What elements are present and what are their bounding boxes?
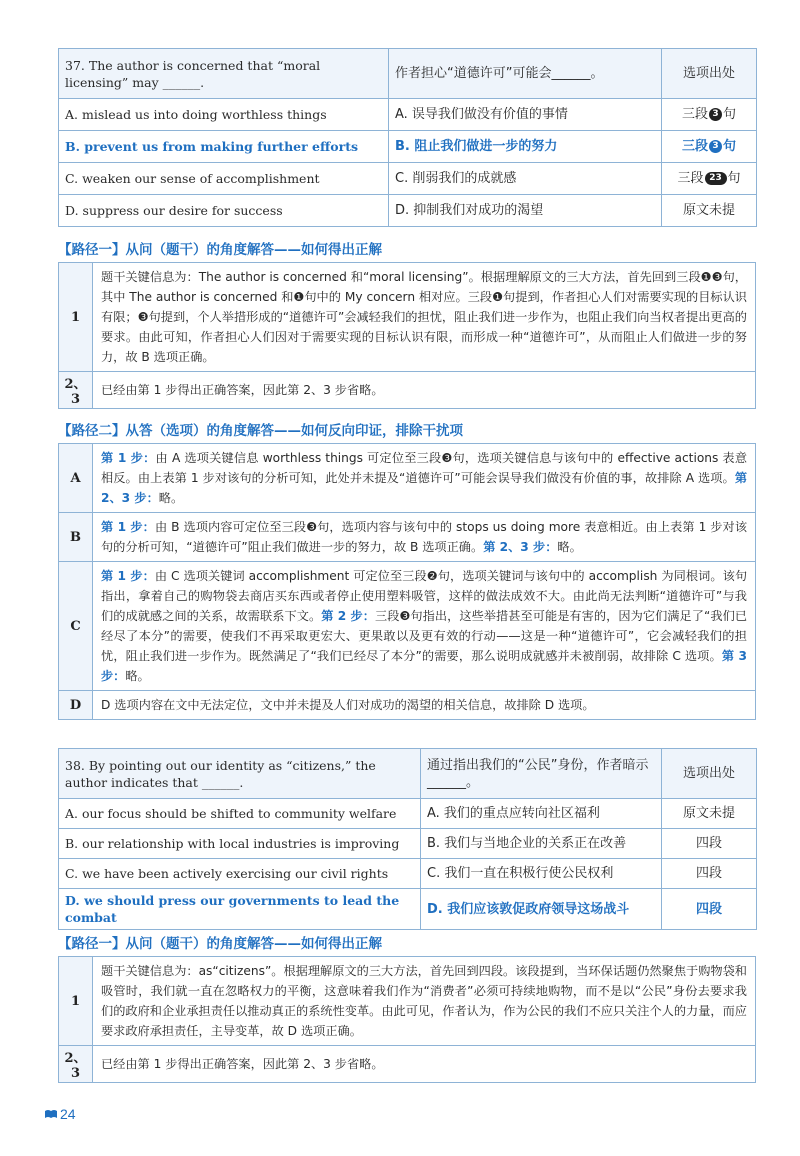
q37-question-zh: 作者担心“道德许可”可能会______。	[389, 49, 662, 99]
q38-option-en: B. our relationship with local industries is improving	[59, 829, 421, 859]
option-analysis-text: D 选项内容在文中无法定位，文中并未提及人们对成功的渴望的相关信息，故排除 D 选项。	[93, 691, 756, 720]
q38-route1-title: 【路径一】从问（题干）的角度解答——如何得出正解	[58, 936, 382, 952]
option-analysis-text: 第 1 步：由 A 选项关键信息 worthless things 可定位至三段❸句，选项关键信息与该句中的 effective actions 表意相反。由上表第 1 步对该句的分析可知，此处并未提及“道德许可”可能会误导我们做没有价值的事，故排除 A 选项。第 2、3 步：略。	[93, 444, 756, 513]
q38-option-source: 四段	[662, 829, 757, 859]
option-label: D	[59, 691, 93, 720]
q37-option-source: 三段 23 句	[662, 163, 757, 195]
q37-option-zh: B. 阻止我们做进一步的努力	[389, 131, 662, 163]
step-text: 已经由第 1 步得出正确答案，因此第 2、3 步省略。	[93, 372, 756, 409]
q37-option-zh: C. 削弱我们的成就感	[389, 163, 662, 195]
page-number: 24	[60, 1106, 76, 1122]
q37-option-zh: A. 误导我们做没有价值的事情	[389, 99, 662, 131]
option-label: C	[59, 562, 93, 691]
q38-option-zh: D. 我们应该敦促政府领导这场战斗	[421, 889, 662, 930]
q38-header-row	[59, 749, 757, 799]
step-label: 2、3	[59, 1046, 93, 1083]
route-step-row	[59, 1046, 756, 1083]
q37-route1-title: 【路径一】从问（题干）的角度解答——如何得出正解	[58, 242, 382, 258]
route-step-row	[59, 263, 756, 372]
q37-option-en: B. prevent us from making further efforts	[59, 131, 389, 163]
q38-option-en: D. we should press our governments to lead the combat	[59, 889, 421, 930]
q37-option-source: 三段 3 句	[662, 99, 757, 131]
option-analysis-row	[59, 691, 756, 720]
q37-option-en: A. mislead us into doing worthless things	[59, 99, 389, 131]
q38-option-row	[59, 859, 757, 889]
q37-option-row	[59, 99, 757, 131]
option-analysis-text: 第 1 步：由 C 选项关键词 accomplishment 可定位至三段❷句，选项关键词与该句中的 accomplish 为同根词。该句指出，拿着自己的购物袋去商店买东西或者停止使用塑料吸管，这样的做法成效不大。由此尚无法判断“道德许可”与我们的成就感之间的关系，故需联系下文。第 2 步：三段❸句指出，这些举措甚至可能是有害的，因为它们满足了“我们已经尽了本分”的需要，使我们不再采取更宏大、更果敢以及更有效的行动——这是一种“道德许可”，它会减轻我们的担忧，阻止我们进一步作为。既然满足了“我们已经尽了本分”的需要，那么说明成就感并未被削弱，故排除 C 选项。第 3 步：略。	[93, 562, 756, 691]
q38-source-header: 选项出处	[662, 749, 757, 799]
route-step-row	[59, 372, 756, 409]
q37-option-row	[59, 195, 757, 227]
q37-header-row	[59, 49, 757, 99]
sentence-number-badge: 23	[705, 172, 727, 185]
q37-option-row	[59, 163, 757, 195]
option-analysis-text: 第 1 步：由 B 选项内容可定位至三段❸句，选项内容与该句中的 stops us doing more 表意相近。由上表第 1 步对该句的分析可知，“道德许可”阻止我们做进一步的努力，故 B 选项正确。第 2、3 步：略。	[93, 513, 756, 562]
step-text: 题干关键信息为：as“citizens”。根据理解原文的三大方法，首先回到四段。该段提到，当环保话题仍然聚焦于购物袋和吸管时，我们就一直在忽略权力的平衡，这意味着我们作为“消费者”必须可持续地购物，而不是以“公民”身份去要求我们的政府和企业承担责任以推动真正的系统性变革。由此可见，作者认为，作为公民的我们不应只关注个人的力量，而应要求政府承担责任，主导变革，故 D 选项正确。	[93, 957, 756, 1046]
q37-route2-table	[58, 443, 756, 720]
q37-source-header: 选项出处	[662, 49, 757, 99]
route-step-row	[59, 957, 756, 1046]
step-text: 题干关键信息为：The author is concerned 和“moral licensing”。根据理解原文的三大方法，首先回到三段❶❸句，其中 The author is concerned 和❶句中的 My concern 相对应。三段❶句提到，作者担心人们对需要实现的目标认识有限；❸句提到，个人举措形成的“道德许可”会减轻我们的担忧，阻止我们进一步作为，也阻止我们向当权者提出更高的要求。由此可知，作者担心人们因对于需要实现的目标认识有限，而形成一种“道德许可”，从而阻止人们做进一步的努力，故 B 选项正确。	[93, 263, 756, 372]
q38-option-zh: C. 我们一直在积极行使公民权利	[421, 859, 662, 889]
option-analysis-row	[59, 444, 756, 513]
step-label: 1	[59, 263, 93, 372]
q38-question-zh: 通过指出我们的“公民”身份，作者暗示______。	[421, 749, 662, 799]
q38-option-en: A. our focus should be shifted to community welfare	[59, 799, 421, 829]
q37-option-en: D. suppress our desire for success	[59, 195, 389, 227]
q37-question-en: 37. The author is concerned that “moral licensing” may ______.	[59, 49, 389, 99]
option-analysis-row	[59, 562, 756, 691]
step-text: 已经由第 1 步得出正确答案，因此第 2、3 步省略。	[93, 1046, 756, 1083]
q37-table	[58, 48, 757, 227]
q37-option-source: 三段 3 句	[662, 131, 757, 163]
q38-question-en: 38. By pointing out our identity as “citizens,” the author indicates that ______.	[59, 749, 421, 799]
q38-table	[58, 748, 757, 930]
q38-route1-table	[58, 956, 756, 1083]
q38-option-zh: A. 我们的重点应转向社区福利	[421, 799, 662, 829]
sentence-number-badge: 3	[709, 140, 722, 153]
step-label: 2、3	[59, 372, 93, 409]
q38-option-source: 原文未提	[662, 799, 757, 829]
option-label: A	[59, 444, 93, 513]
q37-route1-table	[58, 262, 756, 409]
q37-option-zh: D. 抑制我们对成功的渴望	[389, 195, 662, 227]
option-analysis-row	[59, 513, 756, 562]
q37-option-row-correct	[59, 131, 757, 163]
option-label: B	[59, 513, 93, 562]
step-label: 1	[59, 957, 93, 1046]
book-icon	[44, 1108, 58, 1119]
q38-option-row-correct	[59, 889, 757, 930]
q37-option-source: 原文未提	[662, 195, 757, 227]
q38-option-zh: B. 我们与当地企业的关系正在改善	[421, 829, 662, 859]
q38-option-row	[59, 799, 757, 829]
q38-option-source: 四段	[662, 859, 757, 889]
q38-option-source: 四段	[662, 889, 757, 930]
q38-option-en: C. we have been actively exercising our civil rights	[59, 859, 421, 889]
q38-option-row	[59, 829, 757, 859]
sentence-number-badge: 3	[709, 108, 722, 121]
q37-route2-title: 【路径二】从答（选项）的角度解答——如何反向印证，排除干扰项	[58, 423, 463, 439]
q37-option-en: C. weaken our sense of accomplishment	[59, 163, 389, 195]
